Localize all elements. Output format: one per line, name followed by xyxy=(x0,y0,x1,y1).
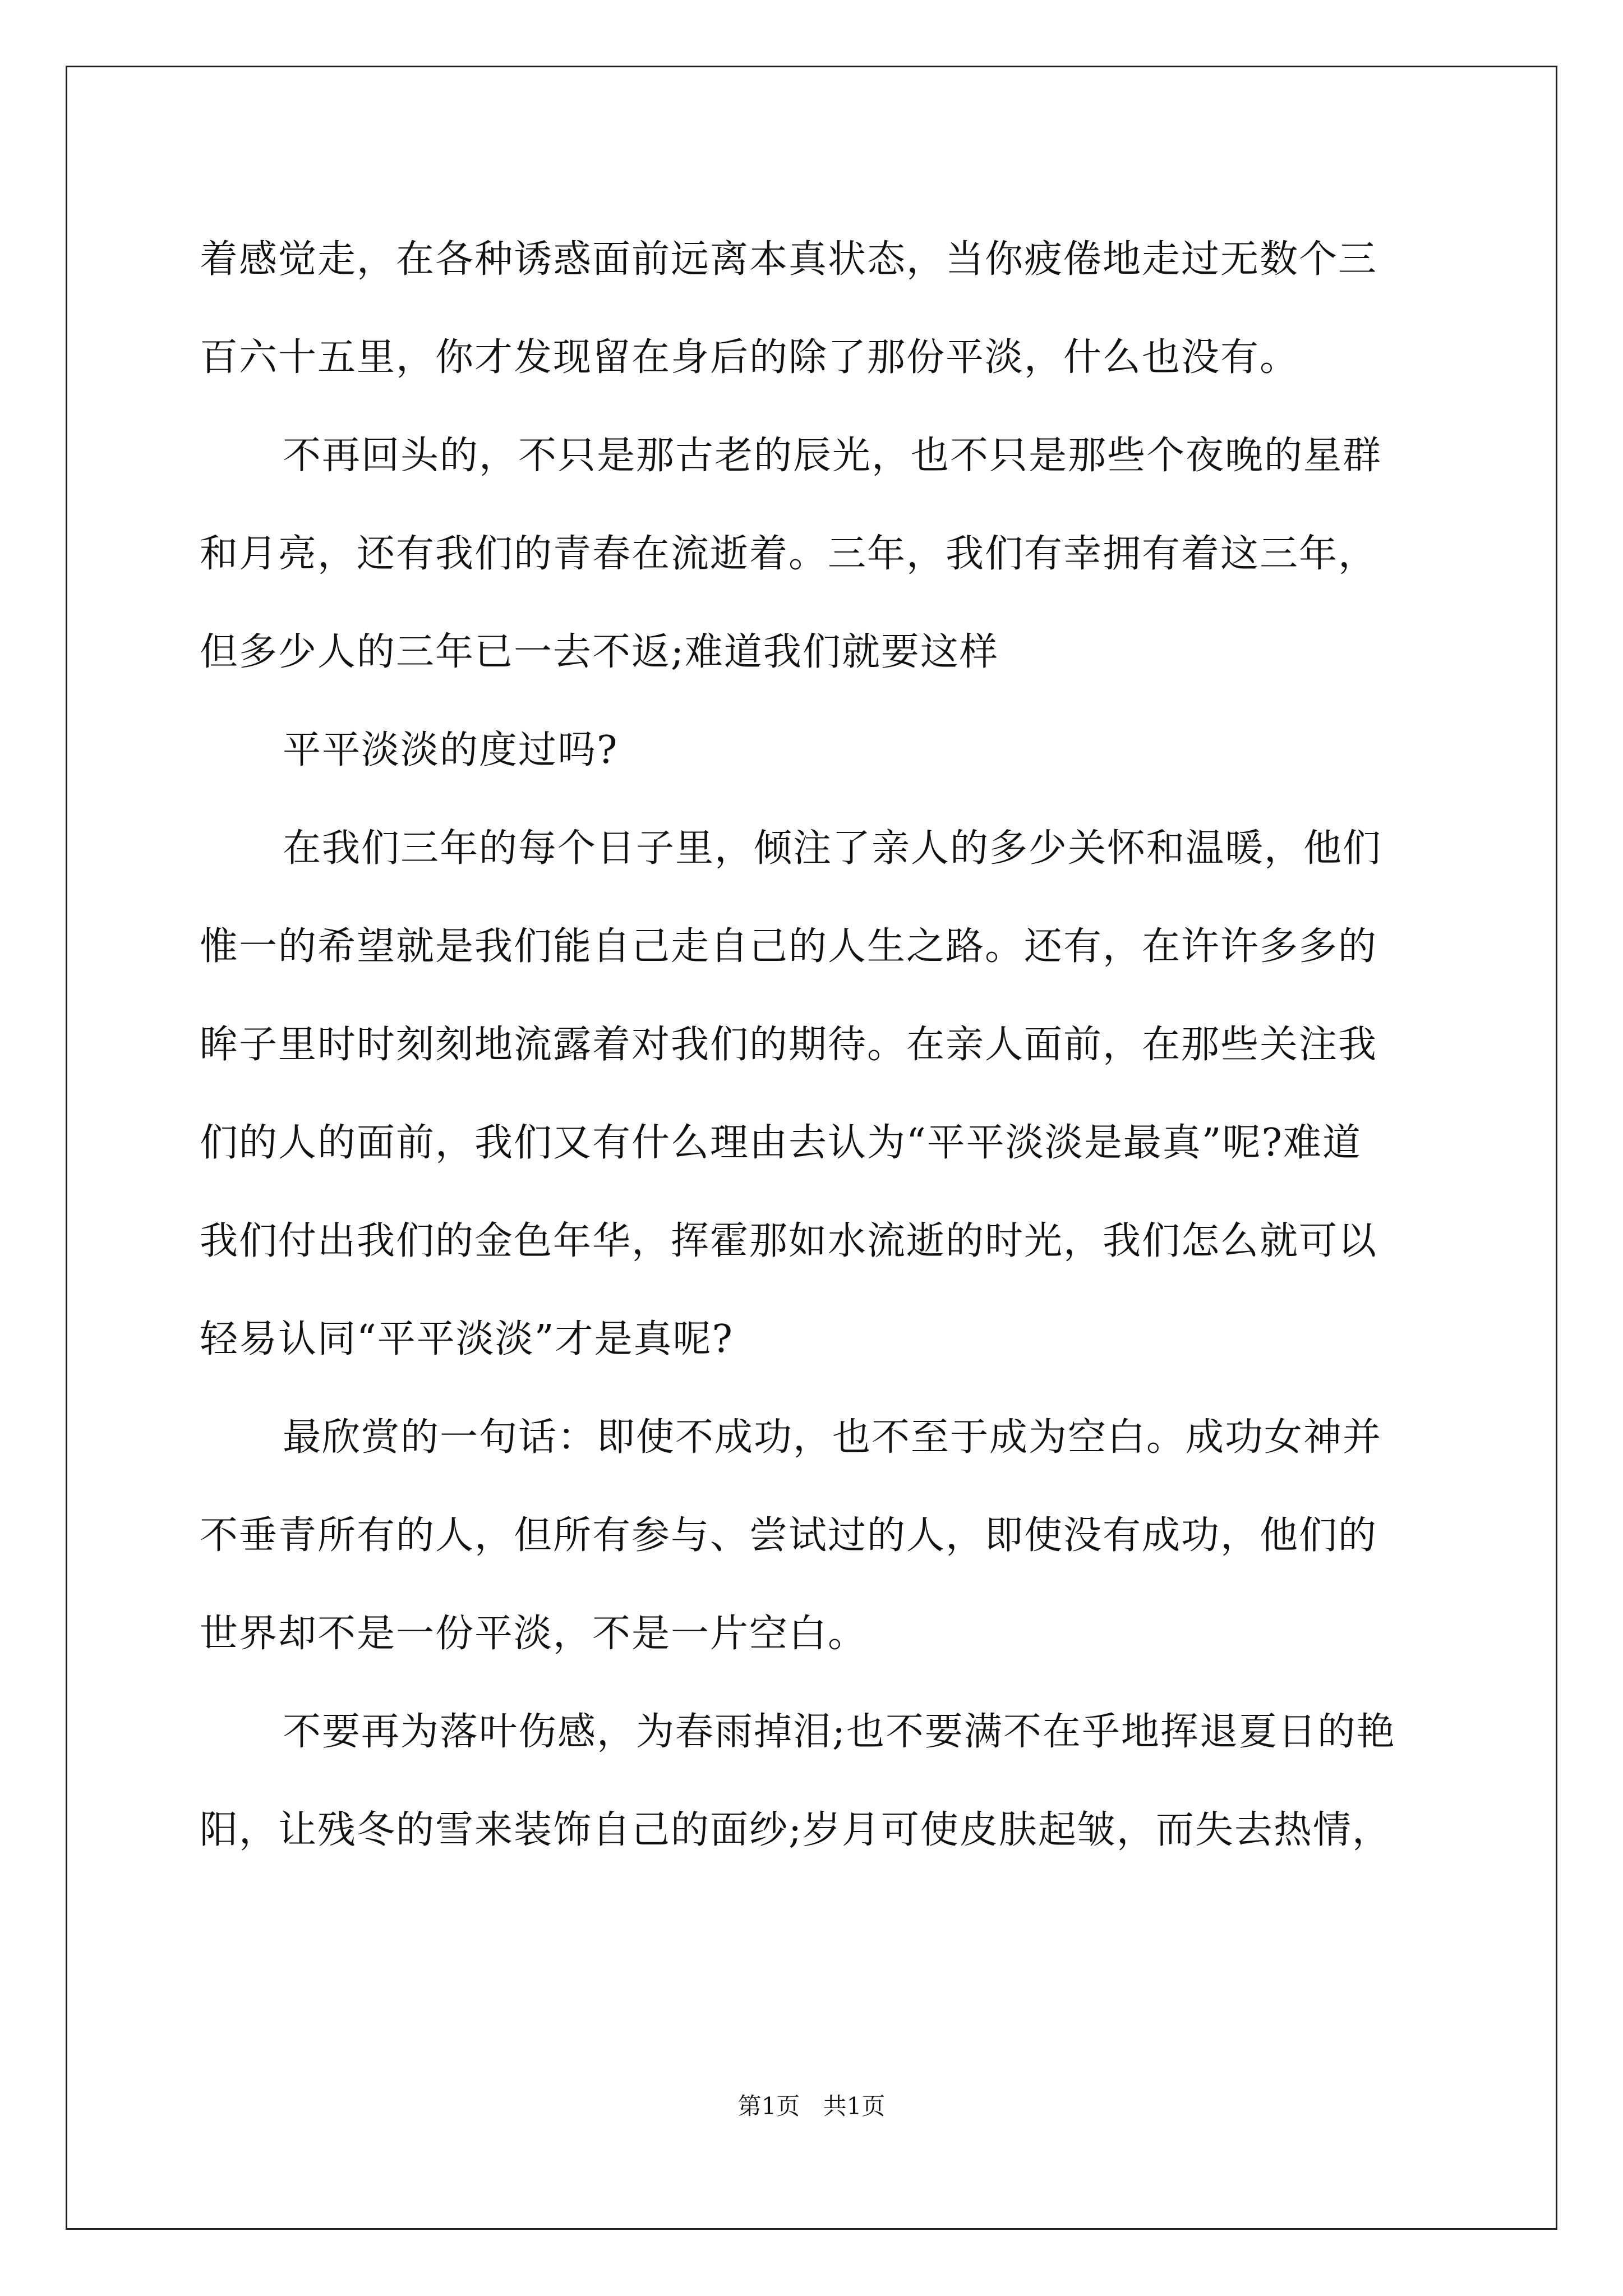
text-line: 百六十五里，你才发现留在身后的除了那份平淡，什么也没有。 xyxy=(200,335,1299,380)
text-line: 但多少人的三年已一去不返;难道我们就要这样 xyxy=(200,630,999,674)
page-total: 共1页 xyxy=(823,2092,886,2120)
page-number: 第1页 xyxy=(737,2092,800,2120)
text-line: 和月亮，还有我们的青春在流逝着。三年，我们有幸拥有着这三年， xyxy=(200,532,1378,576)
text-line: 轻易认同“平平淡淡”才是真呢? xyxy=(200,1317,734,1361)
text-line: 们的人的面前，我们又有什么理由去认为“平平淡淡是最真”呢?难道 xyxy=(200,1121,1362,1165)
text-line: 着感觉走，在各种诱惑面前远离本真状态，当你疲倦地走过无数个三 xyxy=(200,237,1378,282)
text-line: 不垂青所有的人，但所有参与、尝试过的人，即使没有成功，他们的 xyxy=(200,1513,1378,1558)
text-line: 最欣赏的一句话：即使不成功，也不至于成为空白。成功女神并 xyxy=(283,1415,1382,1460)
text-line: 眸子里时时刻刻地流露着对我们的期待。在亲人面前，在那些关注我 xyxy=(200,1023,1378,1067)
text-line: 平平淡淡的度过吗? xyxy=(283,728,619,772)
page-footer xyxy=(0,2090,1623,2123)
text-line: 我们付出我们的金色年华，挥霍那如水流逝的时光，我们怎么就可以 xyxy=(200,1219,1378,1263)
text-line: 不再回头的，不只是那古老的辰光，也不只是那些个夜晚的星群 xyxy=(283,434,1382,478)
text-line: 在我们三年的每个日子里，倾注了亲人的多少关怀和温暖，他们 xyxy=(283,826,1382,871)
text-line: 不要再为落叶伤感，为春雨掉泪;也不要满不在乎地挥退夏日的艳 xyxy=(283,1710,1396,1754)
text-line: 阳，让残冬的雪来装饰自己的面纱;岁月可使皮肤起皱，而失去热情， xyxy=(200,1808,1391,1852)
document-body xyxy=(200,210,1433,1879)
text-line: 惟一的希望就是我们能自己走自己的人生之路。还有，在许许多多的 xyxy=(200,924,1378,969)
text-line: 世界却不是一份平淡，不是一片空白。 xyxy=(200,1612,868,1656)
